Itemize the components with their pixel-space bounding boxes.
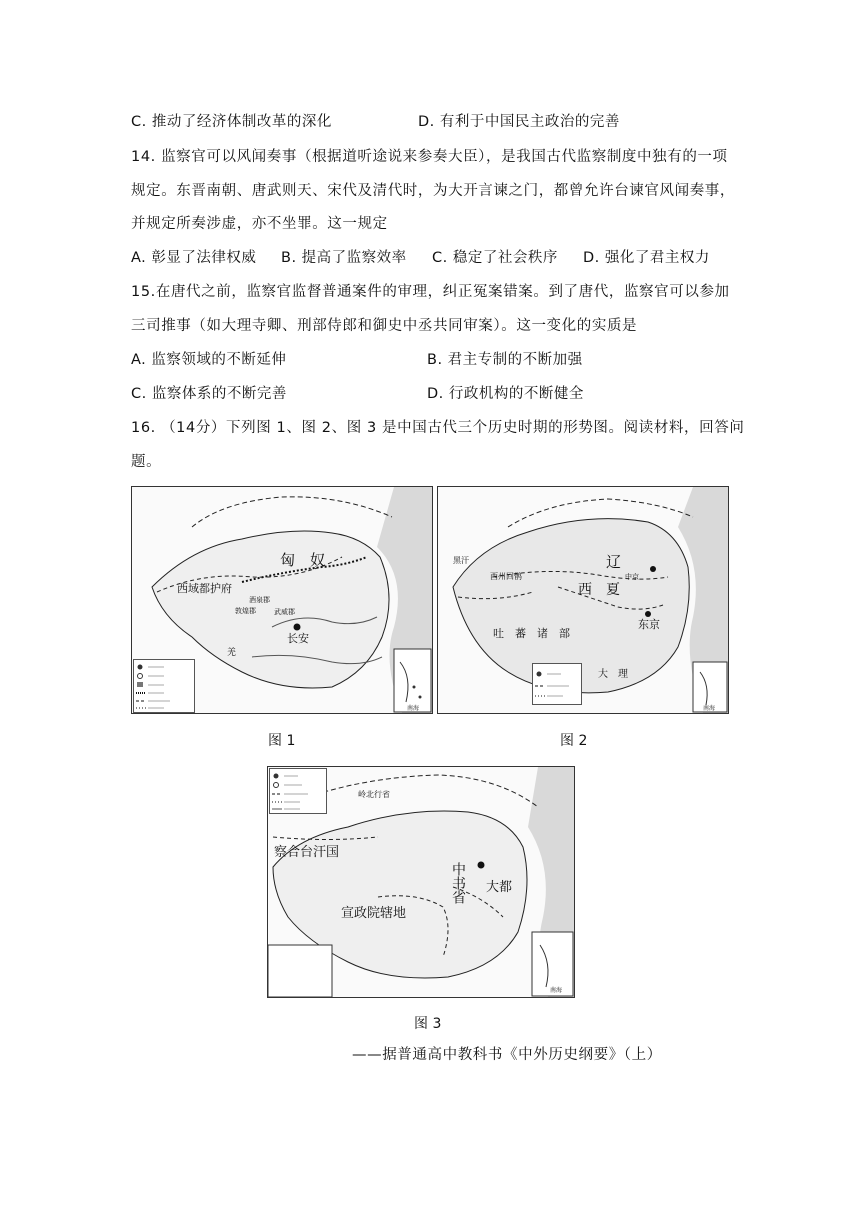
map2-label-xizhouhuihu: 西州回鹘 [490,572,522,581]
q14-option-c: C. 稳定了社会秩序 [432,250,558,266]
map2-caption: 图 2 [560,733,588,749]
map-figure-1 [131,486,433,714]
map2-label-nanhai: 南海 [703,705,716,712]
map1-label-qiang: 羌 [227,648,237,658]
map-figure-3 [267,766,575,998]
map1-legend [133,659,195,713]
map1-label-dunhuang: 敦煌郡 [235,607,256,615]
map1-label-xiongnu: 匈 奴 [280,551,326,569]
map3-label-zhongshusheng: 中书省 [450,862,466,904]
map3-legend [269,768,327,814]
q13-option-c: C. 推动了经济体制改革的深化 [131,114,332,130]
map3-label-dadu: 大都 [486,880,513,895]
q15-stem-line1: 15.在唐代之前，监察官监督普通案件的审理，纠正冤案错案。到了唐代，监察官可以参加 [131,284,730,300]
map2-label-dali: 大 理 [598,669,628,680]
q14-option-a: A. 彰显了法律权威 [131,250,257,266]
map1-label-changan: 长安 [287,632,309,645]
map1-label-jiuquan: 酒泉郡 [249,596,270,604]
map2-label-xixia: 西 夏 [578,582,620,598]
q16-stem-line2: 题。 [131,454,162,470]
map2-label-heihan: 黑汗 [453,556,469,565]
map1-label-wuwei: 武威郡 [274,608,295,616]
q15-option-b: B. 君主专制的不断加强 [427,352,583,368]
map2-label-tubo: 吐 蕃 诸 部 [493,627,570,640]
map3-label-nanhai: 南海 [550,987,563,994]
map2-label-liao: 辽 [606,553,622,571]
map2-label-dongjing: 东京 [638,618,660,631]
q15-option-c: C. 监察体系的不断完善 [131,386,287,402]
q15-option-a: A. 监察领域的不断延伸 [131,352,287,368]
q14-stem-line3: 并规定所奏涉虚，亦不坐罪。这一规定 [131,216,388,232]
map2-legend [532,663,582,705]
map1-label-nanhai: 南海 [407,705,420,712]
map-figure-2 [437,486,729,714]
map3-label-lingbei: 岭北行省 [358,790,390,799]
map3-caption: 图 3 [414,1016,442,1032]
map3-label-chagatai: 察合台汗国 [274,845,340,860]
q14-stem-line2: 规定。东晋南朝、唐武则天、宋代及清代时，为大开言谏之门，都曾允许台谏官风闻奏事， [131,183,735,199]
q14-option-b: B. 提高了监察效率 [281,250,407,266]
q15-stem-line2: 三司推事（如大理寺卿、刑部侍郎和御史中丞共同审案）。这一变化的实质是 [131,318,638,334]
q14-stem-line1: 14. 监察官可以风闻奏事（根据道听途说来参奏大臣），是我国古代监察制度中独有的一项 [131,149,728,165]
q15-option-d: D. 行政机构的不断健全 [427,386,584,402]
map1-caption: 图 1 [268,733,296,749]
map1-label-xiyu: 西域都护府 [177,582,232,595]
q16-stem-line1: 16. （14分）下列图 1、图 2、图 3 是中国古代三个历史时期的形势图。阅读材料，回答问 [131,420,745,436]
q13-option-d: D. 有利于中国民主政治的完善 [418,114,620,130]
source-citation: ——据普通高中教科书《中外历史纲要》（上） [352,1047,662,1063]
map2-label-zhongjing: 中京 [625,573,639,581]
q14-option-d: D. 强化了君主权力 [583,250,710,266]
map3-label-xuanzhengyuan: 宣政院辖地 [341,906,407,921]
